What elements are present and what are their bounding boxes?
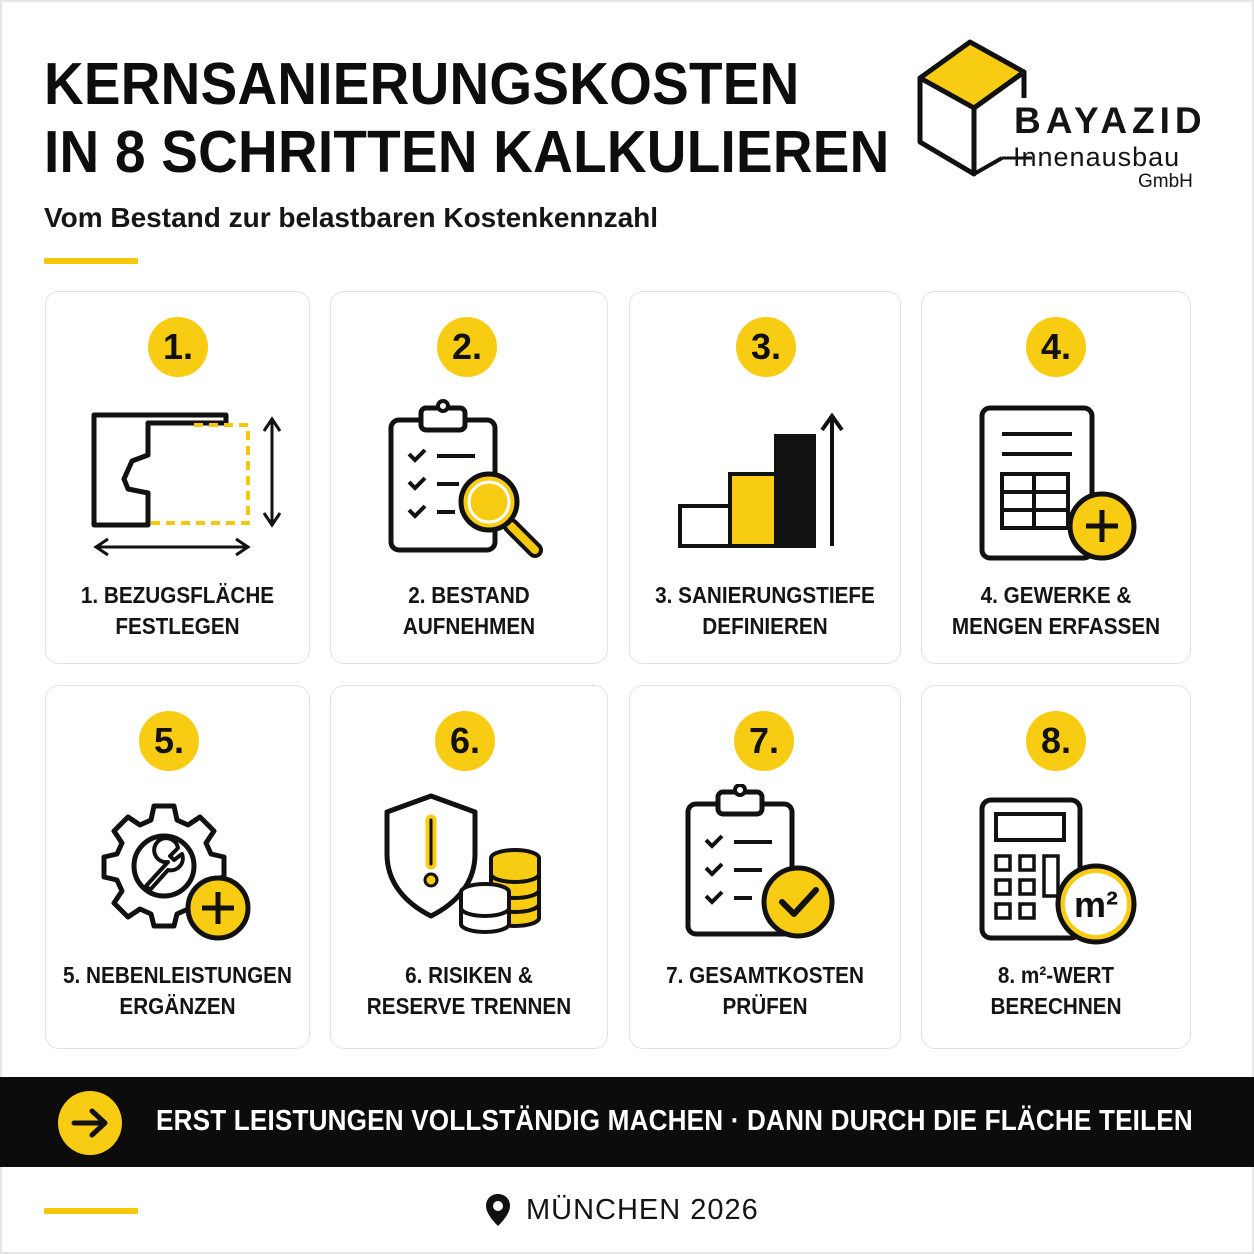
location-pin-icon (484, 1192, 512, 1228)
page-title (44, 50, 890, 186)
step-label-7: 7. GESAMTKOSTEN PRÜFEN (666, 962, 864, 1019)
arrow-right-icon (58, 1091, 122, 1155)
document-table-add-icon (976, 404, 1146, 564)
step-badge-6: 6. (435, 711, 495, 771)
gear-wrench-add-icon (98, 792, 268, 952)
m2-icon-label: m² (1074, 884, 1118, 925)
calculator-m2-icon (978, 796, 1148, 956)
logo-legal-form: GmbH (1138, 171, 1193, 192)
step-badge-2: 2. (437, 317, 497, 377)
step-card-2 (330, 291, 608, 664)
logo-subtitle: Innenausbau (1013, 142, 1181, 172)
accent-bar-top (44, 258, 138, 264)
step-badge-5: 5. (139, 711, 199, 771)
step-badge-7: 7. (734, 711, 794, 771)
step-label-3: 3. SANIERUNGSTIEFE DEFINIEREN (655, 582, 875, 639)
step-card-6 (330, 685, 608, 1049)
step-label-5: 5. NEBENLEISTUNGEN ERGÄNZEN (63, 962, 292, 1019)
step-label-6: 6. RISIKEN & RESERVE TRENNEN (366, 962, 572, 1019)
step-label-4: 4. GEWERKE & MENGEN ERFASSEN (951, 582, 1161, 639)
title-line-2: IN 8 SCHRITTEN KALKULIEREN (44, 119, 890, 185)
page-subtitle: Vom Bestand zur belastbaren Kostenkennzahl (44, 202, 659, 233)
step-card-4 (921, 291, 1191, 664)
clipboard-search-icon (383, 398, 553, 558)
step-card-8 (921, 685, 1191, 1049)
step-badge-3: 3. (736, 317, 796, 377)
step-label-8: 8. m²-WERT BERECHNEN (990, 962, 1122, 1019)
banner-text: ERST LEISTUNGEN VOLLSTÄNDIG MACHEN · DANN DURCH DIE FLÄCHE TEILEN (156, 1105, 1193, 1137)
step-card-5 (45, 685, 310, 1049)
clipboard-check-icon (682, 784, 852, 944)
step-card-1 (45, 291, 310, 664)
step-badge-4: 4. (1026, 317, 1086, 377)
footer-location: MÜNCHEN 2026 (526, 1193, 759, 1226)
step-badge-1: 1. (148, 317, 208, 377)
step-label-1: 1. BEZUGSFLÄCHE FESTLEGEN (80, 582, 275, 639)
footer (484, 1190, 759, 1230)
floor-plan-icon (76, 407, 296, 557)
logo-name: BAYAZID (1014, 100, 1207, 141)
step-card-3 (629, 291, 901, 664)
step-label-2: 2. BESTAND AUFNEHMEN (402, 582, 536, 639)
step-card-7 (629, 685, 901, 1049)
title-line-1: KERNSANIERUNGSKOSTEN (44, 51, 800, 117)
accent-bar-bottom (44, 1208, 138, 1214)
shield-coins-icon (381, 792, 551, 952)
step-badge-8: 8. (1026, 711, 1086, 771)
key-message-banner (0, 1077, 1254, 1167)
company-logo (912, 38, 1222, 198)
bar-steps-icon (676, 408, 856, 558)
